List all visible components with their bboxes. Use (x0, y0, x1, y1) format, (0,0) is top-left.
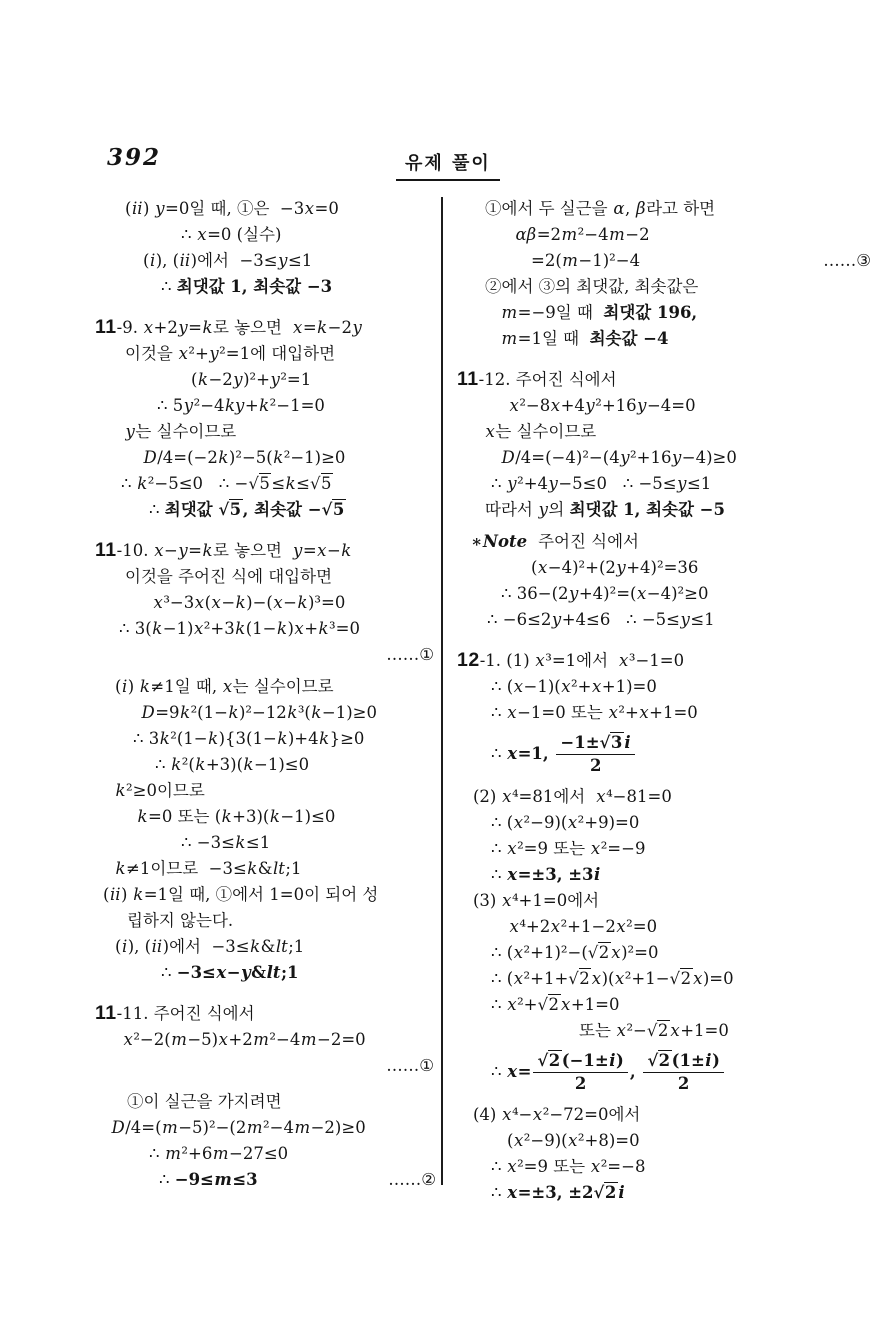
math-line: ∴ −9≤m≤3 ……② (95, 1167, 440, 1193)
math-line: ∴ y²+4y−5≤0 ∴ −5≤y≤1 (491, 474, 712, 493)
math-line: ①이 실근을 가지려면 (127, 1092, 282, 1111)
math-line: ∴ 최댓값 1, 최솟값 −3 (161, 277, 333, 296)
solution-block (95, 196, 440, 300)
math-line: ∴ 3(k−1)x²+3k(1−k)x+k³=0 (119, 619, 360, 638)
math-line: 11-10. x−y=k로 놓으면 y=x−k (95, 539, 352, 561)
sqrt-radical: √2 (647, 1050, 671, 1070)
math-line: αβ=2m²−4m−2 (515, 225, 650, 244)
solution-block (457, 366, 875, 633)
math-line: ∴ (x²−9)(x²+9)=0 (491, 812, 640, 832)
sqrt-radical: √2 (587, 942, 610, 962)
math-line: ①에서 두 실근을 α, β라고 하면 (485, 199, 716, 218)
math-line: (ii) y=0일 때, ①은 −3x=0 (125, 199, 339, 218)
sqrt-radical: √2 (568, 968, 590, 988)
math-line: ②에서 ③의 최댓값, 최솟값은 (485, 277, 699, 296)
math-line: ∴ x=±3, ±3i (491, 864, 601, 884)
math-line: 이것을 주어진 식에 대입하면 (125, 567, 333, 586)
math-line: (i) k≠1일 때, x는 실수이므로 (115, 677, 334, 696)
equation-ref: ……③ (823, 251, 871, 270)
sqrt-radical: √5 (248, 474, 270, 493)
math-line: ∴ 36−(2y+4)²=(x−4)²≥0 (501, 584, 709, 603)
math-line: x는 실수이므로 (485, 422, 597, 441)
math-line: ∴ (x−1)(x²+x+1)=0 (491, 677, 657, 696)
math-line: D/4=(m−5)²−(2m²−4m−2)≥0 (111, 1118, 366, 1137)
sqrt-radical: √5 (321, 500, 345, 519)
math-line: ……① (386, 1056, 434, 1075)
math-line: ∴ 3k²(1−k){3(1−k)+4k}≥0 (133, 729, 365, 748)
math-line: 11-12. 주어진 식에서 (457, 368, 617, 390)
fraction: $\frac{-1\pm√3 i}{2}$ (556, 733, 635, 776)
math-line: D/4=(−2k)²−5(k²−1)≥0 (143, 448, 346, 467)
solution-block (95, 537, 440, 986)
column-right (457, 196, 875, 1220)
math-line: ∴ −3≤x−y&lt;1 (161, 963, 299, 982)
sqrt-radical: √2 (537, 994, 560, 1014)
math-line: (2) x⁴=81에서 x⁴−81=0 (473, 786, 672, 806)
math-line: 또는 x²−√2 x+1=0 (579, 1020, 729, 1040)
math-line: (x²−9)(x²+8)=0 (507, 1130, 640, 1150)
solution-block (95, 1000, 440, 1193)
math-line: k≠1이므로 −3≤k&lt;1 (115, 859, 302, 878)
problem-number: 11 (95, 539, 117, 561)
equation-ref: ……② (388, 1170, 436, 1189)
sqrt-radical: √3 (599, 733, 623, 752)
math-line: m=−9일 때 최댓값 196, (501, 303, 698, 322)
solution-block (457, 647, 875, 1206)
math-line: ∴ 최댓값 √5, 최솟값 −√5 (149, 500, 345, 519)
math-line: (i), (ii)에서 −3≤k&lt;1 (115, 937, 305, 956)
sqrt-radical: √2 (646, 1020, 669, 1040)
sqrt-radical: √5 (218, 500, 242, 519)
column-left (95, 196, 440, 1207)
math-line: ∴ x=0 (실수) (181, 225, 282, 244)
fraction: $\frac{√2(1\pm i)}{2}$ (643, 1051, 724, 1094)
math-line: k²≥0이므로 (115, 781, 205, 800)
math-line: D=9k²(1−k)²−12k³(k−1)≥0 (141, 703, 377, 722)
math-line: y는 실수이므로 (125, 422, 237, 441)
math-line: x²−8x+4y²+16y−4=0 (509, 396, 696, 415)
math-line: 12-1. (1) x³=1에서 x³−1=0 (457, 649, 685, 671)
sqrt-radical: √2 (669, 968, 692, 988)
math-line: ∴ m²+6m−27≤0 (149, 1144, 289, 1163)
math-line: ∗Note 주어진 식에서 (471, 532, 639, 551)
math-line: ……① (386, 645, 434, 664)
math-line: (4) x⁴−x²−72=0에서 (473, 1104, 641, 1124)
math-line: 11-11. 주어진 식에서 (95, 1002, 255, 1024)
math-line: 립하지 않는다. (127, 911, 234, 930)
page-number: 392 (107, 144, 162, 171)
problem-number: 12 (457, 649, 480, 671)
math-line: ∴ x²=9 또는 x²=−8 (491, 1156, 646, 1176)
math-line: ∴ (x²+1+√2 x)(x²+1−√2 x)=0 (491, 968, 734, 988)
math-line: ∴ −6≤2y+4≤6 ∴ −5≤y≤1 (487, 610, 715, 629)
math-line: (x−4)²+(2y+4)²=36 (531, 558, 699, 577)
sqrt-radical: √2 (537, 1050, 561, 1070)
math-line: x³−3x(x−k)−(x−k)³=0 (153, 593, 346, 612)
math-line: ∴ x−1=0 또는 x²+x+1=0 (491, 703, 698, 722)
math-line: k=0 또는 (k+3)(k−1)≤0 (137, 807, 336, 826)
math-line: ∴ x=±3, ±2√2 i (491, 1182, 625, 1202)
column-divider (441, 197, 443, 1185)
math-line: ∴ k²(k+3)(k−1)≤0 (155, 755, 310, 774)
math-line: x⁴+2x²+1−2x²=0 (509, 916, 658, 936)
solution-block (95, 314, 440, 523)
page-header-title: 유제 풀이 (396, 149, 500, 181)
math-line: ∴ k²−5≤0 ∴ −√5≤k≤√5 (121, 474, 332, 493)
math-line: ∴ 5y²−4ky+k²−1=0 (157, 396, 325, 415)
math-line: ∴ x= $\frac{√2(-1\pm i)}{2}$ , $\frac{√2(1\pm i)}{2}$ (457, 1044, 875, 1102)
problem-number: 11 (95, 1002, 117, 1024)
math-line: =2(m−1)²−4 ……③ (457, 248, 875, 274)
math-line: D/4=(−4)²−(4y²+16y−4)≥0 (501, 448, 737, 467)
math-line: (3) x⁴+1=0에서 (473, 890, 600, 910)
math-line: ∴ x=1, $\frac{-1\pm√3 i}{2}$ (457, 726, 875, 784)
math-line: (ii) k=1일 때, ①에서 1=0이 되어 성 (103, 885, 379, 904)
math-line: ∴ x²+√2 x+1=0 (491, 994, 620, 1014)
math-line: ∴ (x²+1)²−(√2 x)²=0 (491, 942, 659, 962)
math-line: (i), (ii)에서 −3≤y≤1 (143, 251, 313, 270)
problem-number: 11 (457, 368, 479, 390)
math-line: ∴ x²=9 또는 x²=−9 (491, 838, 646, 858)
math-line: 이것을 x²+y²=1에 대입하면 (125, 344, 336, 363)
math-line: m=1일 때 최솟값 −4 (501, 329, 669, 348)
math-line: 11-9. x+2y=k로 놓으면 x=k−2y (95, 316, 362, 338)
math-line: ∴ −3≤k≤1 (181, 833, 271, 852)
sqrt-radical: √5 (310, 474, 332, 493)
problem-number: 11 (95, 316, 117, 338)
math-line: 따라서 y의 최댓값 1, 최솟값 −5 (485, 500, 725, 519)
math-line: (k−2y)²+y²=1 (191, 370, 312, 389)
math-line: x²−2(m−5)x+2m²−4m−2=0 (123, 1030, 366, 1049)
fraction: $\frac{√2(-1\pm i)}{2}$ (533, 1051, 627, 1094)
sqrt-radical: √2 (593, 1182, 617, 1202)
solution-block (457, 196, 875, 352)
